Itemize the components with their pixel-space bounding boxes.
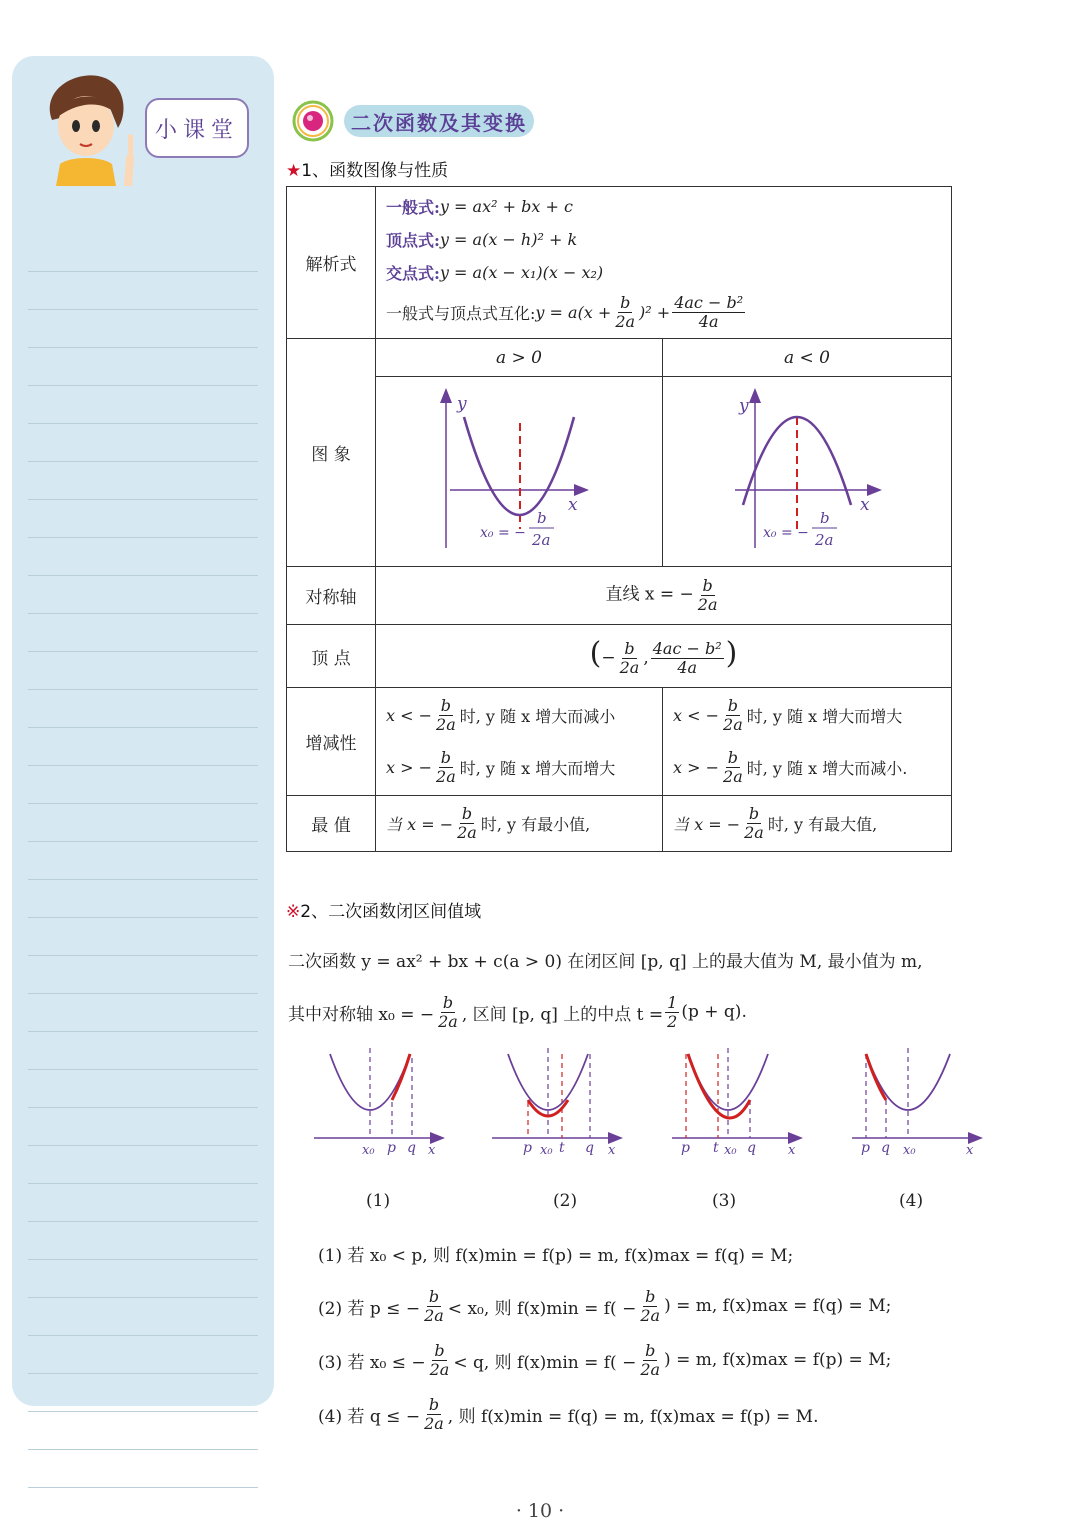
note-line	[28, 956, 258, 994]
analytic-cell: 一般式: y = ax² + bx + c 顶点式: y = a(x − h)² + k 交点式: y = a(x − x₁)(x − x₂) 一般式与顶点式互化: y = a(x + $\frac{b}{2a}$ )² + $\frac{\text{4ac − b²}}{4a}$	[376, 187, 952, 339]
svg-text:x₀: x₀	[903, 1143, 916, 1158]
graph-label-2: (2)	[553, 1191, 578, 1211]
svg-text:x₀ = −: x₀ = −	[480, 525, 526, 541]
row-extreme	[287, 796, 952, 852]
note-line	[28, 424, 258, 462]
note-line	[28, 234, 258, 272]
note-line	[28, 918, 258, 956]
svg-text:x: x	[788, 1143, 796, 1158]
properties-table	[286, 186, 952, 852]
note-line	[28, 1108, 258, 1146]
note-line	[28, 1412, 258, 1450]
monotone-neg-cell: x < − $\frac{b}{2a}$ 时, y 随 x 增大而增大 x > − $\frac{b}{2a}$ 时, y 随 x 增大而减小.	[663, 688, 952, 796]
svg-text:x: x	[860, 495, 870, 515]
graph-upward-parabola	[376, 377, 662, 561]
note-line	[28, 272, 258, 310]
label-axis: 对称轴	[287, 567, 376, 625]
note-line	[28, 1032, 258, 1070]
star-icon: ★	[286, 161, 302, 181]
note-line	[28, 728, 258, 766]
section2-para2: 其中对称轴 x₀ = − $\frac{b}{2a}$ , 区间 [p, q] 上的中点 t = $\frac{1}{2}$ (p + q).	[288, 992, 747, 1031]
svg-text:p: p	[681, 1140, 690, 1156]
note-line	[28, 576, 258, 614]
note-lines	[28, 234, 258, 1488]
interval-graph-3	[672, 1048, 800, 1158]
section2-para1: 二次函数 y = ax² + bx + c(a > 0) 在闭区间 [p, q] 上的最大值为 M, 最小值为 m,	[288, 951, 923, 972]
case-1: (1) 若 x₀ < p, 则 f(x)min = f(p) = m, f(x)max = f(q) = M;	[318, 1245, 794, 1266]
note-line	[28, 1298, 258, 1336]
note-line	[28, 500, 258, 538]
svg-text:x₀: x₀	[724, 1143, 737, 1158]
svg-text:q: q	[407, 1140, 416, 1156]
svg-text:b: b	[820, 509, 830, 527]
note-line	[28, 690, 258, 728]
case-4: (4) 若 q ≤ − $\frac{b}{2a}$ , 则 f(x)min = f(q) = m, f(x)max = f(p) = M.	[318, 1394, 819, 1433]
page-number: · 10 ·	[515, 1500, 565, 1522]
svg-text:p: p	[387, 1140, 396, 1156]
note-line	[28, 1222, 258, 1260]
graph-label-4: (4)	[899, 1191, 924, 1211]
note-line	[28, 614, 258, 652]
svg-text:t: t	[559, 1140, 565, 1156]
svg-text:q: q	[747, 1140, 756, 1156]
note-line	[28, 1374, 258, 1412]
section-title: 二次函数及其变换	[344, 105, 534, 137]
section1-heading: ★1、函数图像与性质	[286, 161, 449, 181]
extreme-pos-cell: 当 x = − $\frac{b}{2a}$ 时, y 有最小值,	[376, 796, 663, 852]
note-line	[28, 1260, 258, 1298]
svg-text:p: p	[861, 1140, 870, 1156]
label-graph: 图 象	[287, 339, 376, 567]
svg-text:b: b	[537, 509, 547, 527]
y-axis-label: y	[457, 394, 467, 414]
row-vertex	[287, 625, 952, 688]
note-sidebar	[12, 56, 274, 1406]
svg-text:x₀: x₀	[362, 1143, 375, 1158]
note-line	[28, 462, 258, 500]
vertex-cell: (− $\frac{b}{2a}$ , $\frac{\text{4ac − b²}}{4a}$ )	[376, 625, 952, 688]
row-graph	[287, 377, 952, 567]
label-extreme: 最 值	[287, 796, 376, 852]
teacher-illustration	[30, 68, 148, 186]
vertex-formula: y = a(x − h)² + k	[439, 230, 578, 249]
interval-graph-1	[314, 1048, 442, 1158]
svg-text:2a: 2a	[532, 531, 551, 549]
graph-downward-parabola	[663, 377, 951, 561]
axis-cell: 直线 x = − $\frac{b}{2a}$	[376, 567, 952, 625]
svg-text:x: x	[428, 1143, 436, 1158]
note-line	[28, 994, 258, 1032]
row-monotone	[287, 688, 952, 796]
graph-label-3: (3)	[712, 1191, 737, 1211]
svg-text:x: x	[608, 1143, 616, 1158]
row-graph-head	[287, 339, 952, 377]
note-line	[28, 310, 258, 348]
svg-text:x₀: x₀	[540, 1143, 553, 1158]
interval-graph-2	[492, 1048, 620, 1158]
head-neg: a < 0	[663, 339, 952, 377]
svg-text:x₀ = −: x₀ = −	[763, 525, 809, 541]
monotone-pos-cell: x < − $\frac{b}{2a}$ 时, y 随 x 增大而减小 x > − $\frac{b}{2a}$ 时, y 随 x 增大而增大	[376, 688, 663, 796]
case-2: (2) 若 p ≤ − $\frac{b}{2a}$ < x₀, 则 f(x)min = f( − $\frac{b}{2a}$ ) = m, f(x)max = f(q) = M;	[318, 1286, 892, 1325]
svg-text:p: p	[523, 1140, 532, 1156]
graph-neg-cell	[663, 377, 952, 567]
graph-label-1: (1)	[366, 1191, 391, 1211]
extreme-neg-cell: 当 x = − $\frac{b}{2a}$ 时, y 有最大值,	[663, 796, 952, 852]
general-formula: y = ax² + bx + c	[439, 197, 573, 216]
label-monotone: 增减性	[287, 688, 376, 796]
note-line	[28, 766, 258, 804]
label-vertex: 顶 点	[287, 625, 376, 688]
head-pos: a > 0	[376, 339, 663, 377]
interval-graphs	[286, 1040, 1006, 1170]
row-axis	[287, 567, 952, 625]
note-line	[28, 1070, 258, 1108]
note-line	[28, 880, 258, 918]
note-line	[28, 804, 258, 842]
note-line	[28, 1450, 258, 1488]
note-line	[28, 386, 258, 424]
note-line	[28, 538, 258, 576]
note-line	[28, 1146, 258, 1184]
graph-pos-cell	[376, 377, 663, 567]
note-line	[28, 652, 258, 690]
svg-text:2a: 2a	[815, 531, 834, 549]
svg-text:q: q	[585, 1140, 594, 1156]
label-analytic: 解析式	[287, 187, 376, 339]
svg-text:q: q	[881, 1140, 890, 1156]
intercept-formula: y = a(x − x₁)(x − x₂)	[439, 263, 604, 282]
header-orb-icon	[292, 100, 334, 142]
section2-heading: ※2、二次函数闭区间值域	[286, 902, 482, 922]
note-line	[28, 1336, 258, 1374]
class-badge: 小课堂	[145, 98, 249, 158]
note-line	[28, 1184, 258, 1222]
svg-text:y: y	[739, 396, 749, 416]
svg-text:x: x	[966, 1143, 974, 1158]
x-axis-label: x	[568, 495, 578, 515]
interval-graph-4	[852, 1048, 980, 1158]
svg-text:t: t	[713, 1140, 719, 1156]
note-line	[28, 842, 258, 880]
note-line	[28, 348, 258, 386]
case-3: (3) 若 x₀ ≤ − $\frac{b}{2a}$ < q, 则 f(x)min = f( − $\frac{b}{2a}$ ) = m, f(x)max = f(p) = M;	[318, 1340, 892, 1379]
row-analytic	[287, 187, 952, 339]
